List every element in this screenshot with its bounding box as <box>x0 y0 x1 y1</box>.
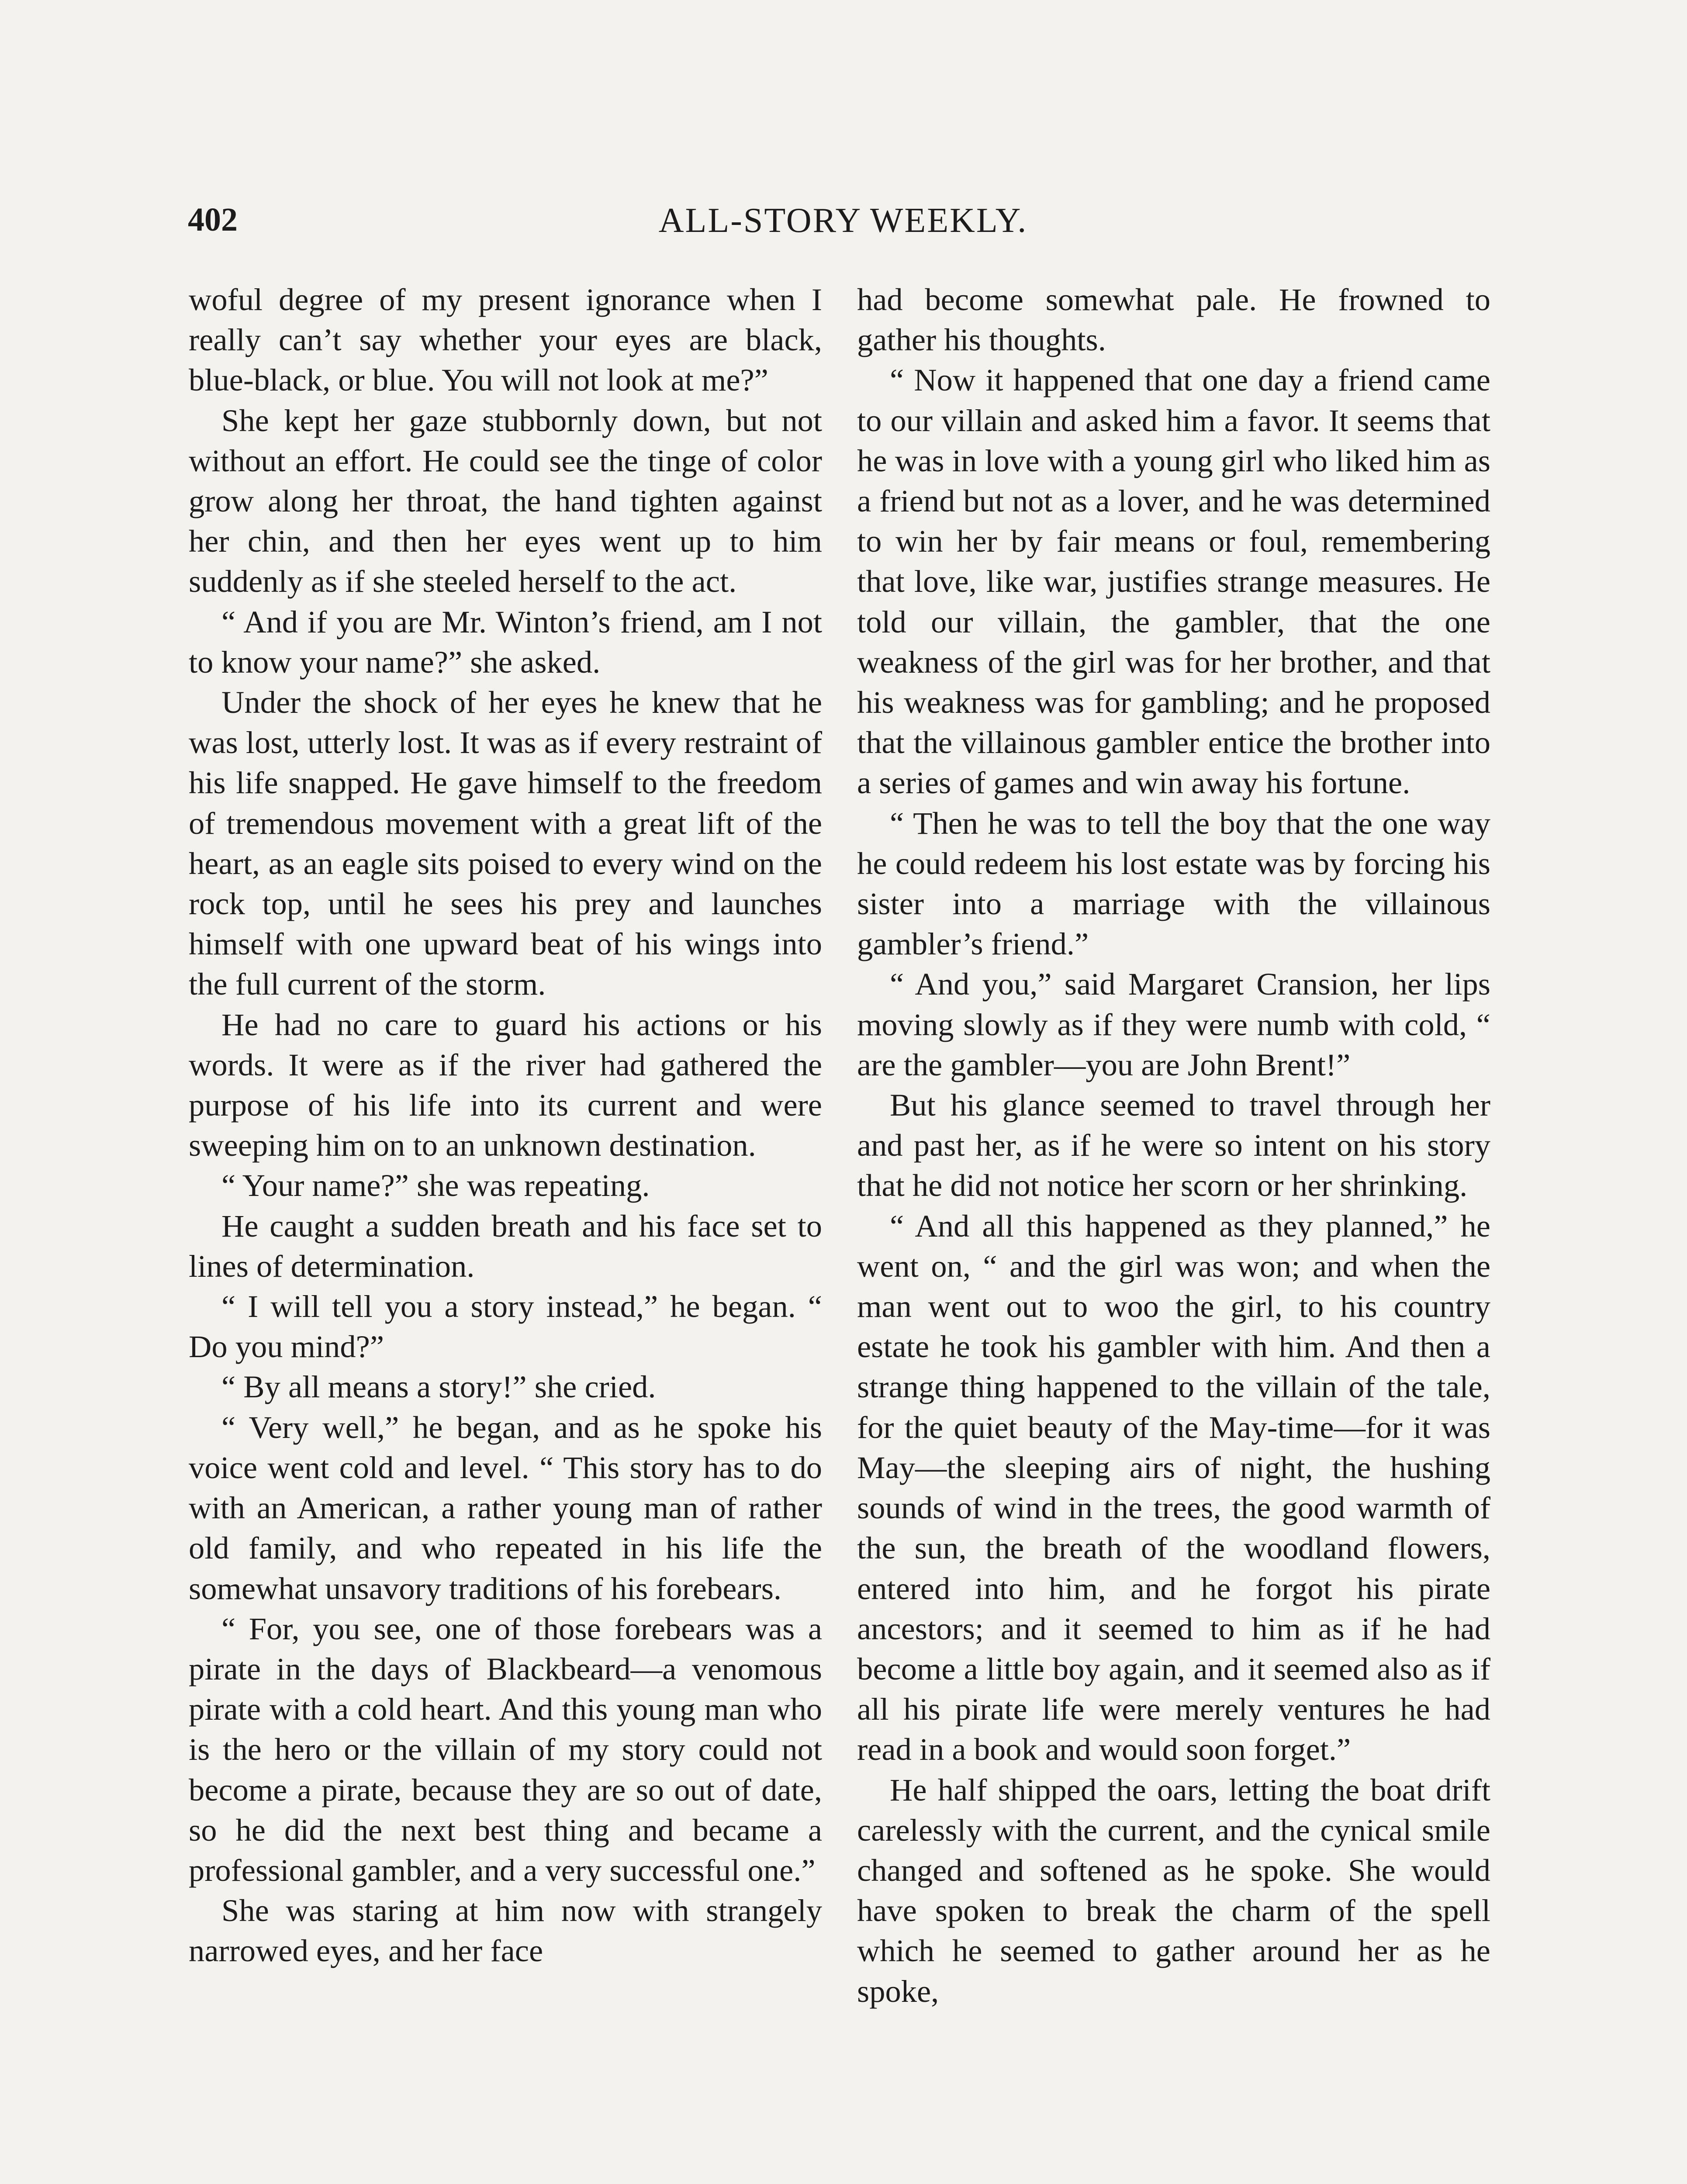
paragraph: But his glance seemed to travel through her and past her, as if he were so intent on his story that he did not notice her scorn or her shrinking. <box>857 1087 1490 1203</box>
paragraph: He half shipped the oars, letting the boat drift carelessly with the current, and the cynical smile changed and softened as he spoke. She would have spoken to break the charm of the spell which he seemed to gather around her as he spoke, <box>857 1772 1490 2009</box>
left-column <box>189 280 822 1971</box>
right-column <box>857 280 1490 2011</box>
paragraph: She was staring at him now with strangely narrowed eyes, and her face <box>189 1893 822 1969</box>
paragraph: “ Very well,” he began, and as he spoke his voice went cold and level. “ This story has to do with an American, a rather young man of rather old family, and who repeated in his life the somewhat unsavory traditions of his forebears. <box>189 1409 822 1606</box>
paragraph: “ I will tell you a story instead,” he began. “ Do you mind?” <box>189 1289 822 1365</box>
paragraph: “ And if you are Mr. Winton’s friend, am I not to know your name?” she asked. <box>189 604 822 680</box>
paragraph: “ By all means a story!” she cried. <box>221 1369 656 1405</box>
paragraph: “ Then he was to tell the boy that the one way he could redeem his lost estate was by forcing his sister into a marriage with the villainous gambler’s friend.” <box>857 805 1490 962</box>
page-header <box>188 201 1498 253</box>
running-title: ALL-STORY WEEKLY. <box>658 201 1028 240</box>
paragraph: woful degree of my present ignorance when I really can’t say whether your eyes are black, blue-black, or blue. You will not look at me?” <box>189 282 822 398</box>
paragraph: Under the shock of her eyes he knew that he was lost, utterly lost. It was as if every restraint of his life snapped. He gave himself to the freedom of tremendous movement with a great lift of the heart, as an eagle sits poised to every wind on the rock top, until he sees his prey and launches himself with one upward beat of his wings into the full current of the storm. <box>189 684 822 1002</box>
paragraph: had become somewhat pale. He frowned to gather his thoughts. <box>857 282 1490 358</box>
paragraph: “ Now it happened that one day a friend came to our villain and asked him a favor. It seems that he was in love with a young girl who liked him as a friend but not as a lover, and he was determined to win her by fair means or foul, remembering that love, like war, justifies strange measures. He told our villain, the gambler, that the one weakness of the girl was for her brother, and that his weakness was for gambling; and he proposed that the villainous gambler entice the brother into a series of games and win away his fortune. <box>857 362 1490 801</box>
paragraph: He had no care to guard his actions or his words. It were as if the river had gathered the purpose of his life into its current and were sweeping him on to an unknown destination. <box>189 1006 822 1163</box>
page-number: 402 <box>188 201 238 238</box>
paragraph: “ And all this happened as they planned,” he went on, “ and the girl was won; and when the man went out to woo the girl, to his country estate he took his gambler with him. And then a strange thing happened to the villain of the tale, for the quiet beauty of the May-time—for it was May—the sleeping airs of night, the hushing sounds of wind in the trees, the good warmth of the sun, the breath of the woodland flowers, entered into him, and he forgot his pirate ancestors; and it seemed to him as if he had become a little boy again, and it seemed also as if all his pirate life were merely ventures he had read in a book and would soon forget.” <box>857 1208 1490 1767</box>
paragraph: “ For, you see, one of those forebears was a pirate in the days of Blackbeard—a venomous pirate with a cold heart. And this young man who is the hero or the villain of my story could not become a pirate, because they are so out of date, so he did the next best thing and became a professional gambler, and a very successful one.” <box>189 1610 822 1888</box>
paragraph: He caught a sudden breath and his face set to lines of determination. <box>189 1208 822 1284</box>
paragraph: She kept her gaze stubbornly down, but not without an effort. He could see the tinge of color grow along her throat, the hand tighten against her chin, and then her eyes went up to him suddenly as if she steeled herself to the act. <box>189 402 822 599</box>
paragraph: “ Your name?” she was repeating. <box>221 1168 650 1203</box>
paragraph: “ And you,” said Margaret Cransion, her lips moving slowly as if they were numb with cold, “ are the gambler—you are John Brent!” <box>857 966 1490 1082</box>
